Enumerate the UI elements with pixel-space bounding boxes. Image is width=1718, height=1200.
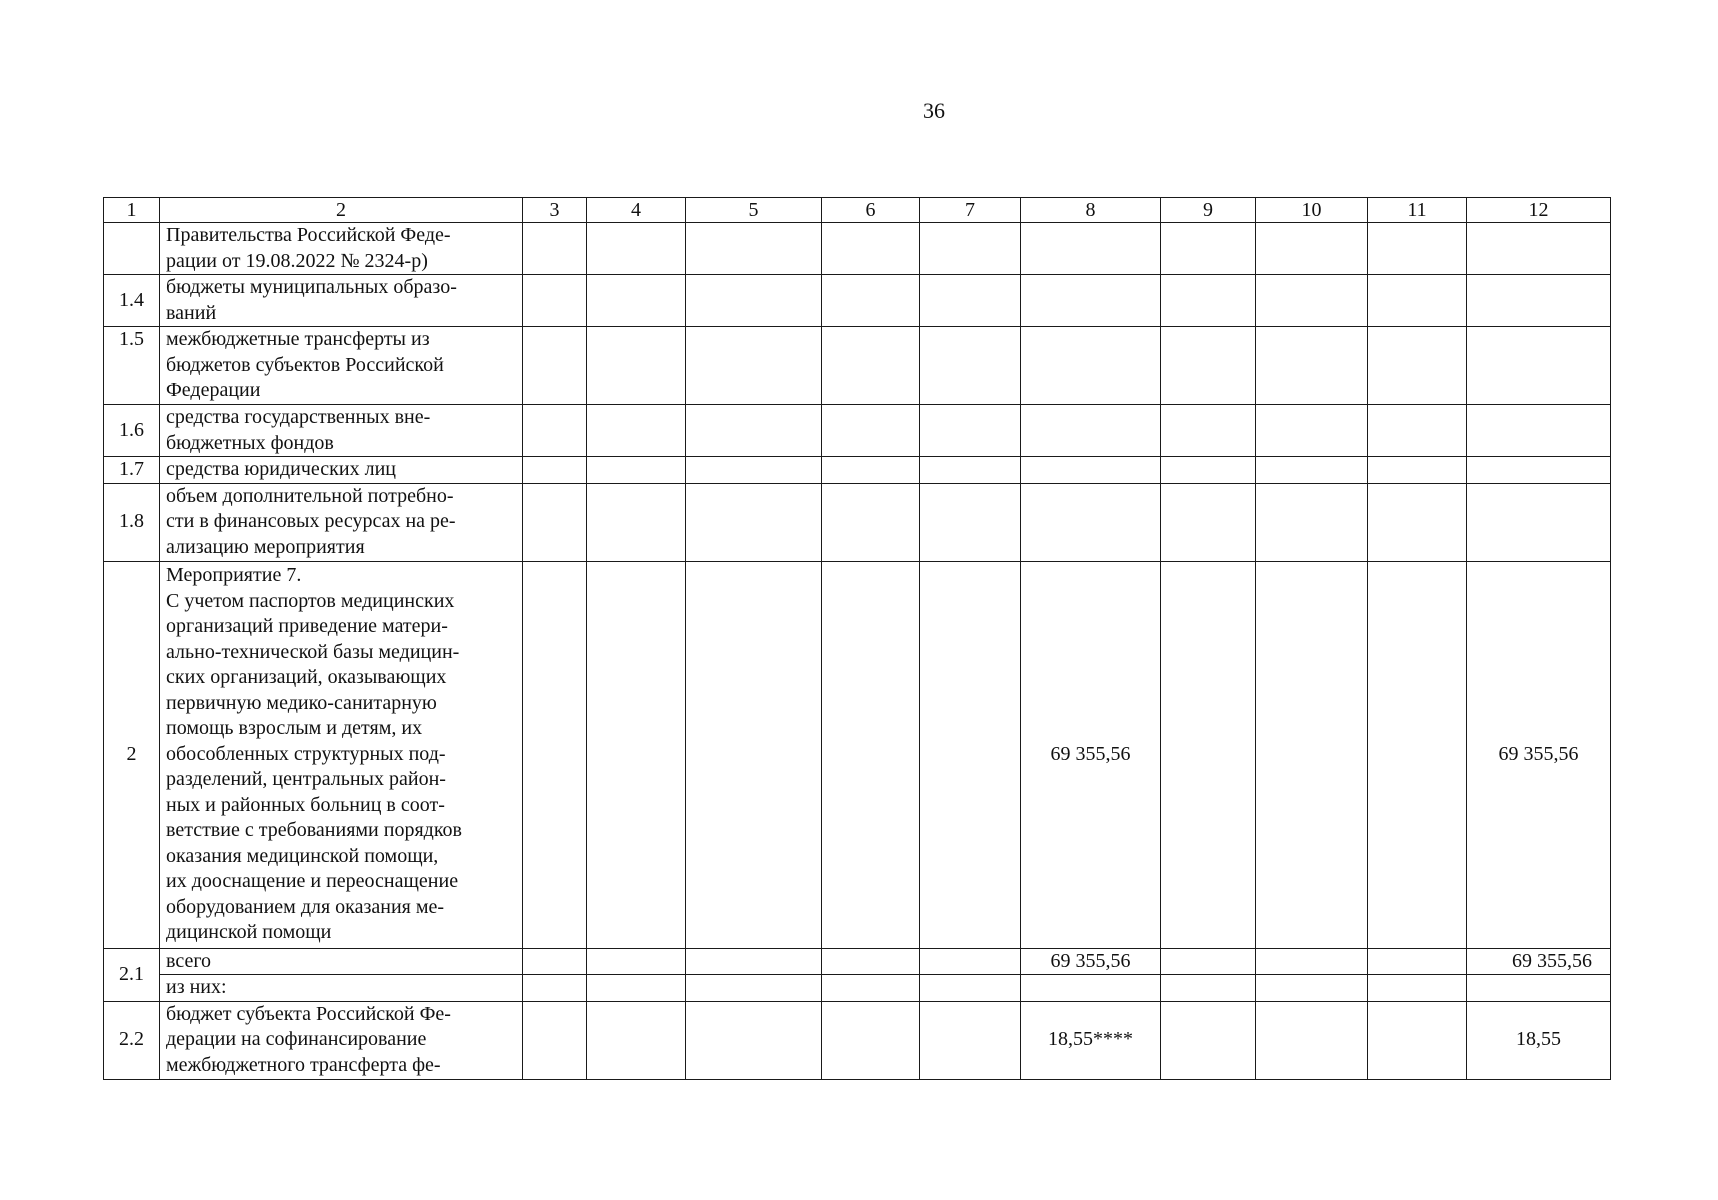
cell-col4 xyxy=(587,975,686,1002)
table-row xyxy=(104,561,1611,948)
column-header: 9 xyxy=(1161,198,1256,223)
column-header: 6 xyxy=(822,198,920,223)
cell-col4 xyxy=(587,327,686,405)
cell-col7 xyxy=(920,327,1021,405)
row-name xyxy=(160,457,523,484)
cell-col5 xyxy=(686,948,822,975)
cell-col4 xyxy=(587,561,686,948)
name-line: ветствие с требованиями порядков xyxy=(166,819,462,842)
row-name xyxy=(160,948,523,975)
column-header: 4 xyxy=(587,198,686,223)
cell-col6 xyxy=(822,1001,920,1079)
table-row xyxy=(104,483,1611,561)
name-line: средства государственных вне- xyxy=(166,406,431,428)
name-line: оказания медицинской помощи, xyxy=(166,844,439,867)
cell-col9 xyxy=(1161,405,1256,457)
name-line: межбюджетного трансферта фе- xyxy=(166,1053,441,1076)
cell-col5 xyxy=(686,975,822,1002)
cell-col7 xyxy=(920,457,1021,484)
name-line: бюджетов субъектов Российской xyxy=(166,353,444,376)
name-line: дерации на софинансирование xyxy=(166,1028,427,1051)
cell-col10 xyxy=(1256,327,1368,405)
table-row xyxy=(104,405,1611,457)
cell-col6 xyxy=(822,975,920,1002)
cell-col11 xyxy=(1368,275,1467,327)
name-line: объем дополнительной потребно- xyxy=(166,484,454,507)
row-name xyxy=(160,327,523,405)
name-line: средства юридических лиц xyxy=(166,458,396,480)
cell-col11 xyxy=(1368,1001,1467,1079)
cell-col7 xyxy=(920,948,1021,975)
row-name xyxy=(160,1001,523,1079)
name-line: бюджет субъекта Российской Фе- xyxy=(166,1002,451,1025)
cell-col3 xyxy=(523,223,587,275)
cell-col3 xyxy=(523,483,587,561)
cell-col3 xyxy=(523,948,587,975)
cell-col11 xyxy=(1368,483,1467,561)
row-number: 2.1 xyxy=(104,948,160,1001)
name-line: ваний xyxy=(166,301,217,324)
cell-col6 xyxy=(822,275,920,327)
cell-col3 xyxy=(523,975,587,1002)
cell-col5 xyxy=(686,483,822,561)
cell-col4 xyxy=(587,275,686,327)
cell-col12: 69 355,56 xyxy=(1467,561,1611,948)
cell-col9 xyxy=(1161,1001,1256,1079)
cell-col6 xyxy=(822,223,920,275)
cell-col7 xyxy=(920,975,1021,1002)
name-line: Федерации xyxy=(166,379,261,402)
cell-col11 xyxy=(1368,223,1467,275)
cell-col6 xyxy=(822,405,920,457)
cell-col8 xyxy=(1021,457,1161,484)
cell-col12 xyxy=(1467,457,1611,484)
cell-col7 xyxy=(920,483,1021,561)
cell-col8 xyxy=(1021,275,1161,327)
cell-col9 xyxy=(1161,948,1256,975)
cell-col8 xyxy=(1021,327,1161,405)
name-line: Правительства Российской Феде- xyxy=(166,224,451,246)
row-number: 1.8 xyxy=(104,483,160,561)
row-name xyxy=(160,223,523,275)
column-header: 8 xyxy=(1021,198,1161,223)
cell-col11 xyxy=(1368,948,1467,975)
row-number: 2.2 xyxy=(104,1001,160,1079)
column-header: 12 xyxy=(1467,198,1611,223)
cell-col9 xyxy=(1161,457,1256,484)
cell-col3 xyxy=(523,405,587,457)
name-line: ских организаций, оказывающих xyxy=(166,666,447,689)
cell-col11 xyxy=(1368,405,1467,457)
cell-col4 xyxy=(587,405,686,457)
row-number: 2 xyxy=(104,561,160,948)
cell-col12 xyxy=(1467,975,1611,1002)
column-header: 7 xyxy=(920,198,1021,223)
cell-col10 xyxy=(1256,275,1368,327)
cell-col8 xyxy=(1021,975,1161,1002)
cell-col9 xyxy=(1161,223,1256,275)
name-line: всего xyxy=(166,949,212,972)
column-header: 1 xyxy=(104,198,160,223)
row-number xyxy=(104,223,160,275)
name-line: С учетом паспортов медицинских xyxy=(166,589,455,612)
cell-col9 xyxy=(1161,327,1256,405)
cell-col8 xyxy=(1021,483,1161,561)
cell-col9 xyxy=(1161,483,1256,561)
cell-col12 xyxy=(1467,223,1611,275)
name-line: сти в финансовых ресурсах на ре- xyxy=(166,510,456,533)
cell-col8: 69 355,56 xyxy=(1021,948,1161,975)
cell-col12: 18,55 xyxy=(1467,1001,1611,1079)
row-number: 1.7 xyxy=(104,457,160,484)
row-number: 1.5 xyxy=(104,327,160,405)
cell-col6 xyxy=(822,561,920,948)
name-line: ально-технической базы медицин- xyxy=(166,640,460,663)
name-line: разделений, центральных район- xyxy=(166,768,446,791)
name-line: дицинской помощи xyxy=(166,921,332,944)
cell-col12 xyxy=(1467,275,1611,327)
table-row xyxy=(104,275,1611,327)
table-row xyxy=(104,457,1611,484)
cell-col3 xyxy=(523,561,587,948)
cell-col10 xyxy=(1256,483,1368,561)
table-header-row xyxy=(104,198,1611,223)
cell-col8: 18,55**** xyxy=(1021,1001,1161,1079)
column-header: 10 xyxy=(1256,198,1368,223)
cell-col11 xyxy=(1368,561,1467,948)
cell-col9 xyxy=(1161,561,1256,948)
row-number: 1.4 xyxy=(104,275,160,327)
name-line: обособленных структурных под- xyxy=(166,742,446,765)
name-line: бюджеты муниципальных образо- xyxy=(166,276,457,298)
cell-col10 xyxy=(1256,405,1368,457)
page-number: 36 xyxy=(923,98,945,123)
cell-col9 xyxy=(1161,975,1256,1002)
cell-col8 xyxy=(1021,223,1161,275)
cell-col10 xyxy=(1256,948,1368,975)
cell-col10 xyxy=(1256,223,1368,275)
name-line: первичную медико-санитарную xyxy=(166,691,437,714)
cell-col6 xyxy=(822,483,920,561)
cell-col10 xyxy=(1256,561,1368,948)
cell-col4 xyxy=(587,1001,686,1079)
name-line: организаций приведение матери- xyxy=(166,615,448,638)
name-line: помощь взрослым и детям, их xyxy=(166,717,423,740)
row-name xyxy=(160,483,523,561)
cell-col7 xyxy=(920,223,1021,275)
cell-col11 xyxy=(1368,457,1467,484)
cell-col8: 69 355,56 xyxy=(1021,561,1161,948)
row-name xyxy=(160,561,523,948)
budget-table xyxy=(103,197,1611,1080)
cell-col11 xyxy=(1368,975,1467,1002)
table-row xyxy=(104,948,1611,975)
cell-col12 xyxy=(1467,327,1611,405)
name-line: рации от 19.08.2022 № 2324-р) xyxy=(166,249,428,272)
name-line: ализацию мероприятия xyxy=(166,535,365,558)
row-name xyxy=(160,405,523,457)
cell-col5 xyxy=(686,327,822,405)
row-name xyxy=(160,275,523,327)
name-line: межбюджетные трансферты из xyxy=(166,328,430,351)
cell-col4 xyxy=(587,223,686,275)
name-line: из них: xyxy=(166,976,227,998)
cell-col3 xyxy=(523,457,587,484)
column-header: 3 xyxy=(523,198,587,223)
cell-col9 xyxy=(1161,275,1256,327)
cell-col5 xyxy=(686,223,822,275)
column-header: 2 xyxy=(160,198,523,223)
row-number: 1.6 xyxy=(104,405,160,457)
name-line: оборудованием для оказания ме- xyxy=(166,895,445,918)
row-name xyxy=(160,975,523,1002)
table-row xyxy=(104,1001,1611,1079)
cell-col7 xyxy=(920,405,1021,457)
cell-col5 xyxy=(686,275,822,327)
cell-col7 xyxy=(920,275,1021,327)
cell-col4 xyxy=(587,948,686,975)
cell-col12 xyxy=(1467,405,1611,457)
cell-col6 xyxy=(822,327,920,405)
cell-col12: 69 355,56 xyxy=(1467,948,1611,975)
cell-col10 xyxy=(1256,1001,1368,1079)
cell-col6 xyxy=(822,948,920,975)
name-line: бюджетных фондов xyxy=(166,431,334,454)
cell-col6 xyxy=(822,457,920,484)
name-line: ных и районных больниц в соот- xyxy=(166,793,445,816)
cell-col12 xyxy=(1467,483,1611,561)
cell-col8 xyxy=(1021,405,1161,457)
cell-col10 xyxy=(1256,457,1368,484)
name-line: Мероприятие 7. xyxy=(166,564,302,587)
cell-col4 xyxy=(587,457,686,484)
cell-col3 xyxy=(523,275,587,327)
cell-col3 xyxy=(523,1001,587,1079)
cell-col4 xyxy=(587,483,686,561)
column-header: 5 xyxy=(686,198,822,223)
cell-col11 xyxy=(1368,327,1467,405)
name-line: их дооснащение и переоснащение xyxy=(166,870,459,893)
cell-col5 xyxy=(686,405,822,457)
table-row xyxy=(104,975,1611,1002)
cell-col5 xyxy=(686,561,822,948)
column-header: 11 xyxy=(1368,198,1467,223)
cell-col3 xyxy=(523,327,587,405)
cell-col10 xyxy=(1256,975,1368,1002)
cell-col7 xyxy=(920,1001,1021,1079)
table-row xyxy=(104,223,1611,275)
table-row xyxy=(104,327,1611,405)
cell-col7 xyxy=(920,561,1021,948)
cell-col5 xyxy=(686,1001,822,1079)
cell-col5 xyxy=(686,457,822,484)
